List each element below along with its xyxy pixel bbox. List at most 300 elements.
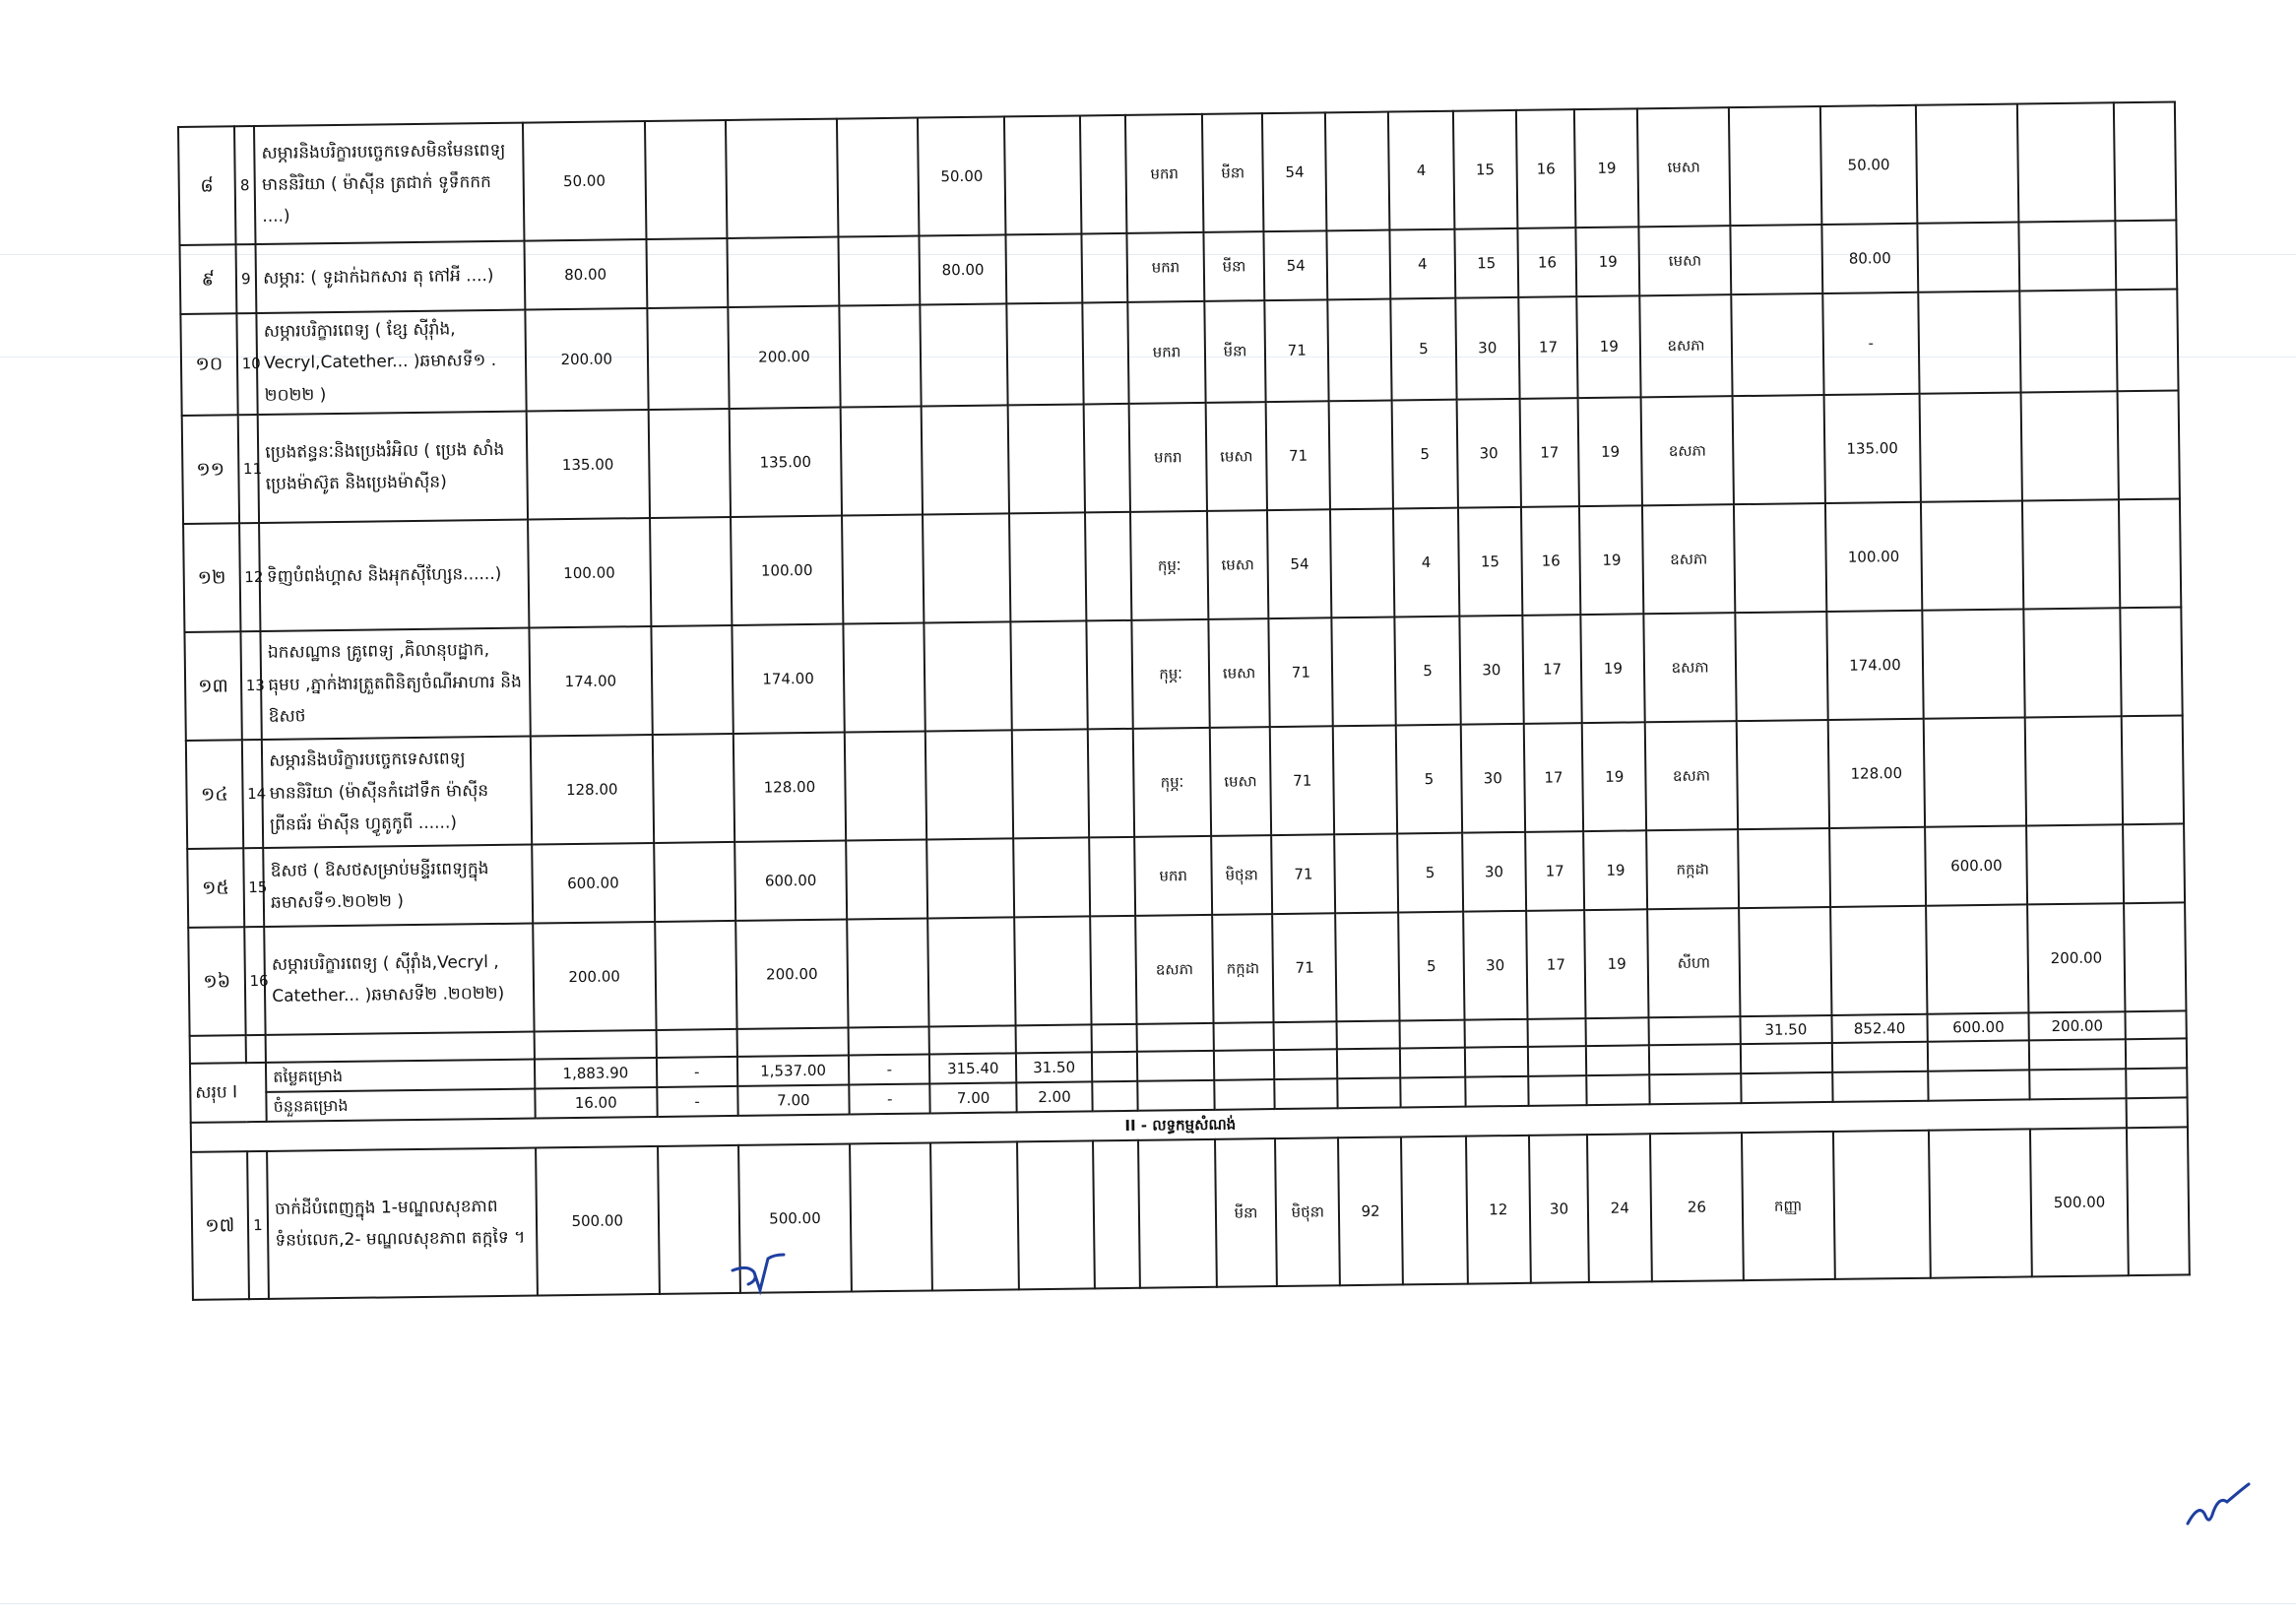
cell-n1: 71 [1266, 401, 1330, 510]
cell-n6: 19 [1577, 295, 1641, 398]
cell-n3: 5 [1392, 400, 1458, 509]
cell-n1: 71 [1265, 299, 1329, 402]
cell-kh: ១៥ [187, 848, 244, 928]
cell-c3: 100.00 [731, 515, 844, 624]
cell-m3: ឧសភា [1645, 721, 1738, 830]
cell-c6 [1005, 233, 1082, 303]
cell-empty [266, 1031, 535, 1063]
cell-desc: សម្ភារៈ ( ទូដាក់ឯកសារ តុ កៅអី ....) [256, 241, 526, 313]
cell-desc: សម្ភារនិងបរិក្ខារបច្ចេកទេសពេទ្យមាននិរិយា (ម៉ាស៊ីនកំដៅទឹក ម៉ាស៊ីនព្រីនធ័រ ម៉ាស៊ីន ហ្វូតូកូពី ......) [262, 736, 532, 847]
cell-m2: មីនា [1202, 113, 1264, 232]
cell-p5 [2118, 390, 2180, 499]
cell-p1 [1732, 395, 1824, 504]
cell-m3: កក្កដា [1646, 829, 1739, 909]
cell-desc: ទិញបំពង់ហ្គាស និងអុកស៊ីហ្សែន......) [259, 519, 529, 630]
cell-n4: 30 [1455, 297, 1519, 400]
cell-p2: 100.00 [1824, 502, 1922, 612]
cell-m3: ឧសភា [1641, 396, 1734, 505]
cell-empty [1138, 1080, 1215, 1111]
cell-c6 [1014, 916, 1092, 1025]
cell-empty [1464, 1019, 1527, 1048]
cell-c5 [930, 1142, 1018, 1291]
cell-p4 [2022, 499, 2120, 609]
cell-p2 [1830, 906, 1928, 1015]
signature-initial-2 [2184, 1482, 2253, 1529]
cell-p1 [1729, 106, 1821, 226]
cell-num: 9 [235, 244, 256, 313]
cell-n2 [1329, 400, 1393, 509]
cell-m2: មីនា [1203, 231, 1265, 301]
cell-p3 [1926, 904, 2028, 1013]
cell-empty [2029, 1070, 2126, 1100]
cell-c1: 174.00 [529, 626, 652, 737]
cell-c5 [927, 838, 1014, 918]
cell-p4: 200.00 [2027, 903, 2125, 1012]
cell-empty [1275, 1079, 1338, 1110]
cell-n6: 19 [1584, 830, 1648, 910]
cell-c2 [652, 734, 734, 843]
cell-kh: ១៤ [186, 740, 243, 849]
cell-empty [1741, 1043, 1832, 1073]
cell-desc: សម្ភារបរិក្ខារពេទ្យ ( ស៊ីរ៉ាំង,Vecryl , Catether... )ឆមាសទី២ .២០២២) [264, 923, 534, 1034]
cell-p4 [2021, 391, 2119, 500]
cell-c1: 600.00 [532, 843, 655, 924]
cell-c6 [1004, 115, 1082, 234]
cell-empty [190, 1035, 246, 1064]
cell-p1 [1731, 293, 1823, 396]
cell-c4 [837, 118, 920, 237]
cell-empty [1465, 1047, 1528, 1077]
table-row [191, 1128, 2190, 1300]
cell-c7 [1080, 115, 1127, 234]
cell-empty [2126, 1039, 2187, 1070]
cell-empty [656, 1029, 737, 1059]
cell-empty [1586, 1046, 1649, 1076]
cell-n5: 17 [1518, 296, 1578, 399]
cell-c4 [846, 839, 927, 919]
cell-p4 [2019, 221, 2117, 291]
cell-m1: មករា [1128, 301, 1205, 404]
cell-n5: 16 [1521, 506, 1581, 616]
cell-m2: មីនា [1215, 1138, 1278, 1287]
cell-n5: 17 [1523, 723, 1583, 832]
cell-n2 [1325, 112, 1389, 231]
cell-p2: 128.00 [1827, 719, 1925, 828]
cell-p1: កញ្ញា [1742, 1132, 1835, 1280]
subtotal-label: សរុប I [190, 1063, 267, 1123]
cell-m1 [1138, 1139, 1216, 1288]
cell-c1: 500.00 [536, 1146, 659, 1296]
cell-m2: មេសា [1207, 510, 1269, 619]
cell-c5 [922, 405, 1009, 514]
cell-p3 [1920, 392, 2022, 501]
cell-num: 15 [243, 848, 265, 927]
cell-empty [1137, 1023, 1214, 1052]
cell-n4: 30 [1462, 832, 1526, 912]
cell-empty [736, 1027, 849, 1057]
cell-m1: កុម្ភៈ [1133, 728, 1211, 837]
cell-m3: មេសា [1639, 226, 1732, 295]
cell-n3: 5 [1390, 298, 1456, 401]
cell-p1 [1738, 828, 1830, 908]
cell-p2: 80.00 [1821, 224, 1919, 293]
cell-c7 [1090, 916, 1137, 1025]
cell-empty [1528, 1046, 1587, 1076]
cell-n2 [1330, 508, 1394, 617]
cell-num: 1 [247, 1151, 269, 1299]
cell-c7 [1084, 404, 1131, 513]
cell-p3 [1929, 1130, 2032, 1278]
cell-n6: 19 [1582, 722, 1646, 831]
cell-empty [1092, 1052, 1138, 1082]
cell-p2: 174.00 [1826, 611, 1924, 720]
cell-n4: 12 [1466, 1136, 1531, 1284]
count-c5: 7.00 [930, 1083, 1017, 1114]
cell-c1: 128.00 [531, 735, 654, 845]
cell-n3: 4 [1389, 229, 1455, 299]
cell-c4 [850, 1143, 932, 1292]
count-c2: - [657, 1086, 738, 1117]
cell-c3: 200.00 [728, 306, 841, 409]
cell-c2 [654, 842, 735, 922]
cell-n2 [1335, 912, 1399, 1021]
cell-subtotal-p4: 200.00 [2029, 1011, 2126, 1041]
cell-c2 [651, 625, 733, 735]
cell-desc: ចាក់ដីបំពេញក្នុង 1-មណ្ឌលសុខភាព ទំនប់លេក,2- មណ្ឌលសុខភាព តក្កទៃ ។ [267, 1148, 538, 1299]
cell-p5 [2123, 823, 2185, 903]
cell-c1: 100.00 [528, 518, 651, 628]
cell-p5 [2119, 498, 2181, 608]
cell-n3: 5 [1396, 725, 1462, 834]
cell-c6 [1013, 837, 1090, 917]
cell-m2: មិថុនា [1211, 835, 1273, 915]
cell-n6: 19 [1579, 505, 1643, 615]
cell-kh: ១២ [183, 523, 240, 632]
cost-label: តម្លៃគម្រោង [266, 1060, 535, 1092]
cell-m1: ឧសភា [1136, 915, 1214, 1024]
cost-c2: - [656, 1057, 737, 1087]
cell-c5: 50.00 [918, 116, 1005, 235]
cell-c2 [644, 120, 727, 239]
section-title: II - លទ្ធកម្មសំណង់ [191, 1099, 2127, 1153]
cell-empty [1015, 1024, 1092, 1053]
cell-p2 [1832, 1131, 1931, 1279]
cell-kh: ១១ [182, 415, 239, 524]
cost-c1: 1,883.90 [535, 1058, 657, 1089]
cell-empty [1649, 1045, 1741, 1075]
cell-m2: មេសា [1208, 618, 1270, 728]
cell-p5 [2124, 902, 2186, 1011]
cell-num: 14 [241, 740, 263, 848]
cell-m3: ឧសភា [1644, 613, 1737, 722]
cell-empty [1337, 1049, 1400, 1079]
cell-empty [245, 1035, 266, 1064]
cell-n6: 19 [1585, 909, 1649, 1018]
cell-p5 [2127, 1128, 2190, 1276]
budget-table-sheet [177, 100, 2191, 1301]
cell-p4 [2025, 716, 2123, 825]
cell-c1: 135.00 [527, 410, 650, 520]
cell-n1: មិថុនា [1275, 1138, 1340, 1287]
cell-n2 [1334, 833, 1398, 913]
cell-empty [1649, 1016, 1741, 1046]
cell-kh: ១០ [180, 313, 237, 416]
cell-c3: 600.00 [734, 840, 847, 920]
cell-empty [1831, 1042, 1928, 1072]
cell-p1 [1739, 907, 1831, 1016]
cell-p3: 600.00 [1925, 825, 2027, 905]
cell-c4 [841, 406, 924, 515]
cost-c5: 315.40 [929, 1054, 1016, 1084]
cost-c4: - [849, 1055, 930, 1085]
cell-empty [1214, 1050, 1275, 1080]
cell-n6: 19 [1581, 614, 1645, 723]
cell-empty [535, 1030, 657, 1060]
cell-empty [1092, 1081, 1138, 1112]
cell-c3: 135.00 [730, 407, 843, 516]
cell-p2: 50.00 [1819, 105, 1917, 225]
cell-c4 [839, 305, 922, 408]
cell-num: 16 [244, 927, 266, 1035]
cell-empty [1465, 1076, 1528, 1107]
cell-empty [1137, 1051, 1214, 1081]
cell-n6: 19 [1578, 397, 1642, 506]
cell-n6: 24 [1587, 1135, 1652, 1283]
cell-empty [2126, 1010, 2187, 1039]
cell-p1 [1730, 225, 1822, 294]
cell-m1: កុម្ភៈ [1130, 511, 1208, 620]
cell-c3: 128.00 [733, 732, 847, 841]
cell-c1: 200.00 [525, 308, 648, 411]
cell-c4 [843, 622, 925, 732]
count-c6: 2.00 [1016, 1082, 1093, 1113]
cell-empty [1400, 1048, 1465, 1078]
cell-p3 [1918, 223, 2020, 292]
cell-c1: 50.00 [523, 121, 646, 241]
cell-c4 [839, 236, 921, 306]
cell-p5 [2116, 289, 2178, 391]
cell-subtotal-p2: 852.40 [1831, 1014, 1928, 1044]
cell-empty [1400, 1077, 1465, 1108]
cell-empty [2127, 1098, 2188, 1129]
cell-n2 [1333, 725, 1397, 834]
cell-c5 [925, 730, 1013, 839]
cell-n4: 30 [1457, 399, 1521, 508]
cell-num: 12 [239, 523, 261, 631]
cell-desc: សម្ភារនិងបរិក្ខារបច្ចេកទេសមិនមែនពេទ្យ មាននិរិយា ( ម៉ាស៊ីន ត្រជាក់ ទូទឹកកក ....) [254, 123, 524, 244]
cell-n2 [1332, 617, 1396, 726]
cell-n5: 17 [1526, 910, 1586, 1019]
cell-m3: សីហា [1647, 908, 1740, 1017]
table-body [178, 102, 2190, 1301]
cell-p5 [2114, 102, 2176, 222]
cell-c7 [1085, 512, 1132, 621]
cell-num: 11 [237, 415, 259, 523]
cell-c4 [845, 731, 927, 840]
cell-empty [1214, 1079, 1275, 1110]
cell-c5: 80.00 [920, 234, 1006, 304]
cell-n4: 15 [1454, 228, 1518, 298]
cell-p3 [1924, 717, 2026, 826]
cell-c1: 80.00 [524, 239, 646, 310]
cell-c6 [1008, 404, 1086, 513]
cell-n4: 30 [1461, 724, 1525, 833]
cell-c1: 200.00 [533, 922, 656, 1032]
cell-n5: 17 [1519, 398, 1579, 507]
cell-n5: 16 [1516, 109, 1576, 228]
cell-c3: 500.00 [738, 1144, 852, 1293]
cell-empty [1649, 1074, 1741, 1105]
cell-c6 [1017, 1141, 1095, 1290]
cell-empty [1337, 1020, 1400, 1049]
cell-c6 [1006, 302, 1083, 405]
cell-desc: ឱសថ ( ឱសថសម្រាប់មន្ទីរពេទ្យក្នុង ឆមាសទី១.២០២២ ) [263, 844, 533, 926]
cell-m3: 26 [1650, 1134, 1744, 1282]
cell-c7 [1089, 837, 1135, 917]
cell-c2 [647, 307, 730, 410]
cell-num: 13 [240, 631, 262, 740]
cell-subtotal-p1: 31.50 [1740, 1015, 1831, 1045]
cell-c2 [655, 921, 737, 1030]
cell-empty [2029, 1040, 2126, 1071]
cell-desc: ឯកសណ្ឋាន គ្រូពេទ្យ ,គិលានុបដ្ឋាក, ធុមប ,ភ្នាក់ងារត្រួតពិនិត្យចំណីអាហារ និង ឱសថ [261, 627, 531, 739]
cell-c2 [650, 517, 733, 626]
cell-p4 [2020, 290, 2118, 392]
cell-n1: 54 [1262, 112, 1326, 231]
cost-c3: 1,537.00 [737, 1056, 850, 1086]
cell-n5: 30 [1529, 1135, 1590, 1283]
cell-c5 [928, 917, 1016, 1026]
cell-p3 [1921, 500, 2023, 610]
cell-n6: 19 [1574, 108, 1638, 227]
cell-p2: 135.00 [1823, 394, 1921, 503]
cell-n2 [1328, 299, 1392, 402]
cell-c6 [1009, 512, 1087, 621]
cell-n5: 16 [1517, 227, 1577, 297]
cell-empty [929, 1025, 1016, 1055]
cell-p3 [1916, 104, 2018, 224]
cell-c7 [1088, 729, 1135, 838]
cell-c7 [1093, 1140, 1140, 1289]
cell-kh: ១៦ [188, 927, 245, 1036]
cell-empty [1274, 1021, 1337, 1050]
cell-empty [1928, 1041, 2029, 1071]
cell-desc: សម្ភារបរិក្ខារពេទ្យ ( ខ្សែ ស៊ីរ៉ាំង, Vecryl,Catether... )ឆមាសទី១ . ២០២២ ) [257, 310, 527, 415]
cell-n1: 54 [1267, 509, 1331, 618]
cell-m1: មករា [1129, 403, 1207, 512]
cell-n1: 71 [1270, 726, 1334, 835]
cell-n1: 71 [1273, 913, 1337, 1022]
cell-m2: កក្កដា [1212, 914, 1274, 1023]
cell-m1: មករា [1125, 114, 1203, 233]
cell-m1: មករា [1135, 836, 1212, 916]
cell-p5 [2115, 220, 2177, 290]
cell-p1 [1734, 503, 1826, 613]
cell-empty [1929, 1071, 2030, 1101]
cell-p4 [2026, 824, 2124, 904]
signature-initial-1 [729, 1251, 797, 1300]
cell-n1: 54 [1264, 230, 1328, 300]
cell-n4: 30 [1459, 616, 1523, 725]
cell-empty [1274, 1050, 1337, 1080]
cell-c5 [921, 303, 1008, 406]
cell-c4 [842, 514, 925, 623]
cell-empty [1400, 1020, 1465, 1049]
cell-p1 [1737, 720, 1829, 829]
cell-n3 [1401, 1136, 1468, 1285]
cell-subtotal-p3: 600.00 [1928, 1012, 2029, 1042]
cell-n2 [1327, 230, 1391, 300]
cell-p3 [1919, 291, 2021, 393]
cell-kh: ១៧ [191, 1152, 248, 1301]
cell-kh: ៩ [180, 244, 236, 314]
cell-n3: 5 [1398, 912, 1464, 1021]
cell-n4: 30 [1463, 911, 1527, 1020]
cell-m2: មីនា [1204, 300, 1266, 403]
cell-c7 [1082, 302, 1129, 404]
cell-empty [1527, 1018, 1586, 1047]
cell-n6: 19 [1576, 227, 1640, 296]
cell-c5 [923, 513, 1010, 622]
budget-table [177, 100, 2191, 1301]
cell-n1: 71 [1269, 617, 1333, 727]
cell-n4: 15 [1458, 507, 1522, 617]
cell-p2 [1829, 827, 1927, 907]
cell-m3: ឧសភា [1642, 504, 1735, 614]
cost-c6: 31.50 [1016, 1053, 1093, 1083]
cell-c7 [1087, 620, 1134, 730]
cell-c6 [1010, 620, 1088, 730]
cell-c3: 200.00 [735, 919, 849, 1028]
cell-c3: 174.00 [732, 623, 845, 733]
cell-p4 [2017, 102, 2115, 222]
cell-c5 [925, 621, 1012, 731]
cell-m1: កុម្ភៈ [1132, 619, 1210, 729]
cell-p5 [2120, 607, 2182, 716]
cell-n1: 71 [1272, 834, 1336, 914]
cell-desc: ប្រេងឥន្ធនៈនិងប្រេងរំអិល ( ប្រេង សាំង ប្រេងម៉ាស៊ូត និងប្រេងម៉ាស៊ីន) [258, 411, 528, 522]
cell-empty [1337, 1078, 1400, 1109]
cell-n3: 5 [1397, 833, 1463, 913]
cell-empty [1528, 1075, 1587, 1106]
cell-empty [1586, 1017, 1649, 1046]
cell-empty [2126, 1069, 2187, 1099]
cell-c2 [646, 238, 728, 308]
cell-p4 [2024, 608, 2122, 717]
cell-n4: 15 [1453, 110, 1517, 229]
cell-empty [1741, 1072, 1832, 1103]
cell-m2: មេសា [1209, 727, 1271, 836]
cell-c4 [847, 918, 929, 1027]
cell-p3 [1923, 609, 2025, 718]
cell-c3 [726, 119, 839, 238]
cell-n3: 4 [1388, 111, 1454, 230]
cell-m3: មេសា [1637, 107, 1730, 227]
count-label: ចំនួនគម្រោង [267, 1089, 536, 1122]
cell-num: 8 [234, 126, 256, 244]
cell-n5: 17 [1522, 615, 1582, 724]
count-c3: 7.00 [737, 1085, 850, 1116]
cell-p4: 500.00 [2030, 1129, 2129, 1277]
cell-p1 [1735, 612, 1827, 721]
cell-n3: 4 [1393, 508, 1459, 617]
cell-num: 10 [236, 313, 258, 415]
cell-n2: 92 [1338, 1137, 1403, 1286]
count-c4: - [849, 1084, 930, 1115]
cell-n5: 17 [1525, 831, 1585, 911]
count-c1: 16.00 [535, 1087, 657, 1119]
cell-c6 [1012, 729, 1090, 838]
